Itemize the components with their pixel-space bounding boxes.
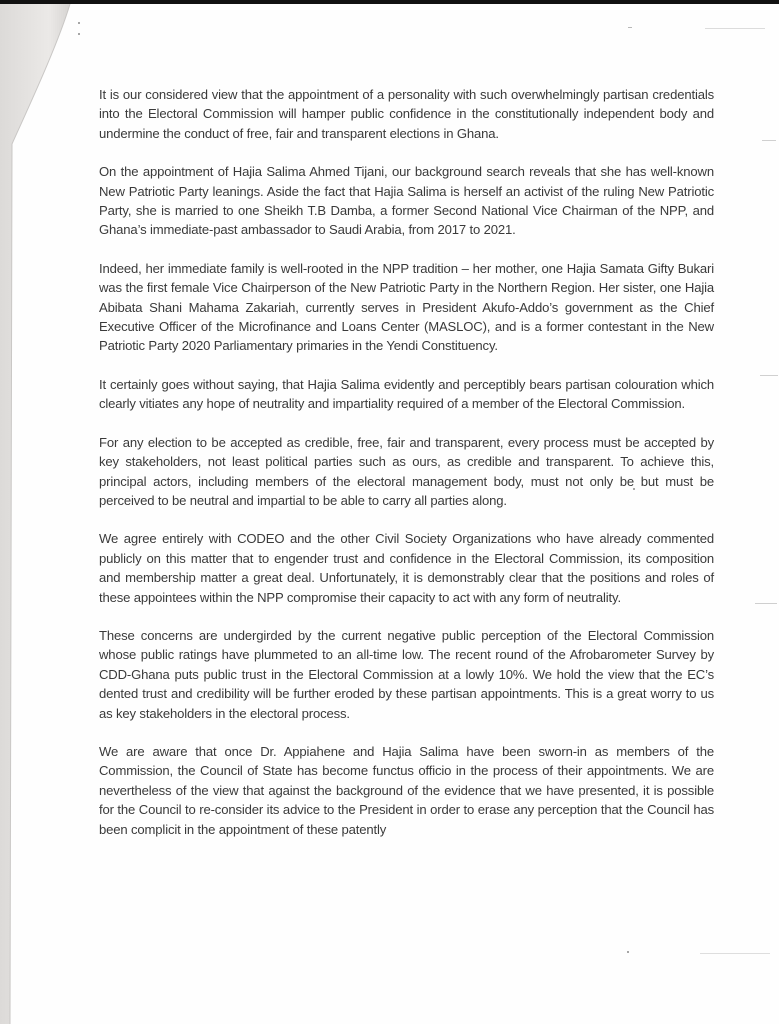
scan-speck: [627, 951, 629, 953]
paragraph: These concerns are undergirded by the current negative public perception of the Electoral Commission whose public ratings have plummeted to an all-time low. The recent round of the Afrobarometer Survey by CDD-Ghana puts public trust in the Electoral Commission at a lowly 10%. We hold the view that the EC’s dented trust and credibility will be further eroded by these partisan appointments. This is a great worry to us as key stakeholders in the electoral process.: [99, 627, 714, 721]
scan-speck: [705, 28, 765, 29]
paragraph: Indeed, her immediate family is well-rooted in the NPP tradition – her mother, one Hajia Samata Gifty Bukari was the first female Vice Chairperson of the New Patriotic Party in the Northern Region. Her sister, one Hajia Abibata Shani Mahama Zakariah, currently serves in President Akufo-Addo’s government as the Chief Executive Officer of the Microfinance and Loans Center (MASLOC), and is a former contestant in the New Patriotic Party 2020 Parliamentary primaries in the Yendi Constituency.: [99, 260, 714, 354]
scan-speck: [628, 27, 632, 28]
scan-speck: [78, 22, 80, 24]
scan-speck: [762, 140, 776, 141]
scan-speck: [760, 375, 778, 376]
paragraph: We agree entirely with CODEO and the other Civil Society Organizations who have already commented publicly on this matter that to engender trust and confidence in the Electoral Commission, its composition and membership matter a great deal. Unfortunately, it is demonstrably clear that the positions and roles of these appointees within the NPP compromise their capacity to act with any form of neutrality.: [99, 531, 714, 605]
paragraph: On the appointment of Hajia Salima Ahmed Tijani, our background search reveals that she has well-known New Patriotic Party leanings. Aside the fact that Hajia Salima is herself an activist of the ruling New Patriotic Party, she is married to one Sheikh T.B Damba, a former Second National Vice Chairman of the NPP, and Ghana’s immediate-past ambassador to Saudi Arabia, from 2017 to 2021.: [99, 164, 714, 238]
paragraph: We are aware that once Dr. Appiahene and Hajia Salima have been sworn-in as members of the Commission, the Council of State has become functus officio in the process of their appointments. We are nevertheless of the view that against the background of the evidence that we have presented, it is possible for the Council to re-consider its advice to the President in order to erase any perception that the Council has been complicit in the appointment of these patently: [99, 743, 714, 837]
scan-speck: [78, 33, 80, 35]
top-edge-bar: [0, 0, 779, 4]
document-body: [99, 85, 714, 858]
paragraph: It certainly goes without saying, that Hajia Salima evidently and perceptibly bears partisan colouration which clearly vitiates any hope of neutrality and impartiality required of a member of the Electoral Commission.: [99, 376, 714, 412]
scan-speck: [755, 603, 777, 604]
folded-page-edge: [0, 4, 80, 1024]
scan-speck: [700, 953, 770, 954]
paragraph: It is our considered view that the appointment of a personality with such overwhelmingly partisan credentials into the Electoral Commission will hamper public confidence in the constitutionally independent body and undermine the conduct of free, fair and transparent elections in Ghana.: [99, 87, 714, 141]
paragraph: For any election to be accepted as credible, free, fair and transparent, every process must be accepted by key stakeholders, not least political parties such as ours, as credible and transparent. To achieve this, principal actors, including members of the electoral management body, must not only be but must be perceived to be neutral and impartial to be able to carry all parties along.: [99, 434, 714, 508]
